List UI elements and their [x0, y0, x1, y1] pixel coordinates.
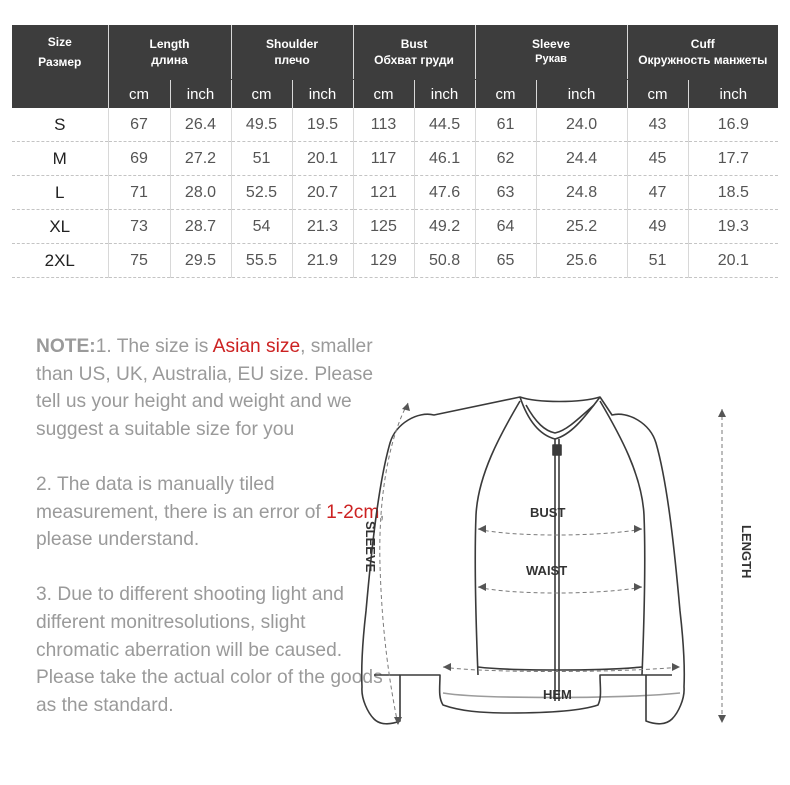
table-cell: 19.5 — [292, 108, 353, 142]
unit-cm: cm — [627, 80, 688, 109]
table-cell: 20.7 — [292, 176, 353, 210]
jacket-diagram — [350, 375, 770, 775]
table-cell: 29.5 — [170, 244, 231, 278]
table-cell: 47.6 — [414, 176, 475, 210]
unit-cm: cm — [231, 80, 292, 109]
table-cell: 117 — [353, 142, 414, 176]
table-cell: 75 — [108, 244, 170, 278]
sleeve-guide — [380, 403, 408, 725]
note-text: 2. The data is manually tiled measurement, there is an error of — [36, 473, 327, 523]
jacket-collar-inner — [526, 405, 594, 433]
table-cell: 26.4 — [170, 108, 231, 142]
unit-inch: inch — [170, 80, 231, 109]
hem-label: HEM — [543, 687, 572, 702]
cuff-header-ru: Окружность манжеты — [627, 53, 778, 80]
table-cell: 27.2 — [170, 142, 231, 176]
table-cell: 50.8 — [414, 244, 475, 278]
unit-cm: cm — [353, 80, 414, 109]
size-header-ru: Размер — [38, 55, 82, 70]
table-row — [12, 244, 778, 278]
waist-arrow-left — [478, 583, 486, 591]
table-cell: 49.5 — [231, 108, 292, 142]
bust-header: Bust — [353, 25, 475, 53]
table-cell: 24.0 — [536, 108, 627, 142]
table-cell: 28.7 — [170, 210, 231, 244]
table-cell: 52.5 — [231, 176, 292, 210]
jacket-collar — [520, 397, 600, 439]
table-cell: 63 — [475, 176, 536, 210]
table-row — [12, 108, 778, 142]
table-cell: 49 — [627, 210, 688, 244]
length-arrow-bottom — [718, 715, 726, 723]
sleeve-header-ru: Рукав — [475, 53, 627, 80]
table-cell: 25.6 — [536, 244, 627, 278]
note-text: , please understand. — [36, 501, 385, 551]
right-raglan-seam — [600, 401, 645, 675]
table-cell: 54 — [231, 210, 292, 244]
note-highlight: 1-2cm — [326, 501, 380, 523]
table-row — [12, 210, 778, 244]
unit-cm: cm — [108, 80, 170, 109]
table-body — [12, 108, 778, 278]
table-cell: 21.9 — [292, 244, 353, 278]
length-header: Length — [108, 25, 231, 53]
table-cell: 113 — [353, 108, 414, 142]
hem-band-top — [478, 667, 642, 670]
size-cell: M — [12, 142, 108, 176]
jacket-body — [362, 397, 685, 724]
note-highlight: Asian size — [212, 336, 301, 357]
shoulder-header: Shoulder — [231, 25, 353, 53]
size-header-en: Size — [47, 35, 72, 50]
table-cell: 61 — [475, 108, 536, 142]
zipper-pull — [553, 445, 561, 455]
length-arrow-top — [718, 409, 726, 417]
note-paragraph-2 — [36, 471, 386, 554]
sleeve-label: SLEEVE — [363, 521, 378, 573]
shoulder-header-ru: плечо — [231, 53, 353, 80]
table-cell: 19.3 — [688, 210, 778, 244]
table-cell: 73 — [108, 210, 170, 244]
table-cell: 51 — [627, 244, 688, 278]
table-cell: 64 — [475, 210, 536, 244]
hem-arrow-left — [443, 663, 451, 671]
table-cell: 71 — [108, 176, 170, 210]
sleeve-header: Sleeve — [475, 25, 627, 53]
note-paragraph-3: 3. Due to different shooting light and different monitresolutions, slight chromatic aberration will be caused. Please take the actual color of the goods as the standard. — [36, 584, 383, 716]
size-cell: XL — [12, 210, 108, 244]
unit-cm: cm — [475, 80, 536, 109]
length-header-ru: длина — [108, 53, 231, 80]
table-cell: 45 — [627, 142, 688, 176]
table-cell: 18.5 — [688, 176, 778, 210]
bust-header-ru: Обхват груди — [353, 53, 475, 80]
note-text: 1. The size is — [95, 336, 213, 357]
table-cell: 28.0 — [170, 176, 231, 210]
length-label: LENGTH — [739, 525, 754, 579]
bust-arrow-left — [478, 525, 486, 533]
note-paragraph-1 — [36, 333, 386, 443]
table-cell: 24.4 — [536, 142, 627, 176]
table-cell: 21.3 — [292, 210, 353, 244]
cuff-header: Cuff — [627, 25, 778, 53]
table-cell: 43 — [627, 108, 688, 142]
bust-arrow-right — [634, 525, 642, 533]
table-cell: 129 — [353, 244, 414, 278]
size-cell: 2XL — [12, 244, 108, 278]
left-raglan-seam — [475, 401, 520, 675]
hem-arrow-right — [672, 663, 680, 671]
bust-guide — [478, 529, 642, 535]
size-header — [12, 25, 108, 80]
bust-label: BUST — [530, 505, 566, 520]
waist-guide — [478, 587, 642, 593]
table-row — [12, 176, 778, 210]
table-cell: 46.1 — [414, 142, 475, 176]
note-text: , smaller than US, UK, Australia, EU size. Please tell us your height and weight and we suggest a suitable size for you — [36, 336, 373, 440]
table-cell: 16.9 — [688, 108, 778, 142]
table-cell: 20.1 — [292, 142, 353, 176]
table-cell: 69 — [108, 142, 170, 176]
sleeve-arrow-top — [402, 403, 410, 411]
table-cell: 20.1 — [688, 244, 778, 278]
table-cell: 47 — [627, 176, 688, 210]
table-header — [12, 25, 778, 108]
unit-inch: inch — [414, 80, 475, 109]
table-cell: 49.2 — [414, 210, 475, 244]
unit-inch: inch — [292, 80, 353, 109]
table-cell: 65 — [475, 244, 536, 278]
table-cell: 62 — [475, 142, 536, 176]
unit-inch: inch — [688, 80, 778, 109]
size-note — [36, 333, 386, 747]
note-label: NOTE: — [36, 336, 96, 357]
table-cell: 55.5 — [231, 244, 292, 278]
table-cell: 24.8 — [536, 176, 627, 210]
table-cell: 67 — [108, 108, 170, 142]
unit-inch: inch — [536, 80, 627, 109]
waist-label: WAIST — [526, 563, 568, 578]
size-table — [12, 25, 778, 278]
table-cell: 121 — [353, 176, 414, 210]
table-row — [12, 142, 778, 176]
table-cell: 25.2 — [536, 210, 627, 244]
table-cell: 17.7 — [688, 142, 778, 176]
size-cell: L — [12, 176, 108, 210]
jacket-outline — [362, 397, 685, 724]
table-cell: 125 — [353, 210, 414, 244]
table-cell: 44.5 — [414, 108, 475, 142]
unit-spacer — [12, 80, 108, 109]
waist-arrow-right — [634, 583, 642, 591]
size-cell: S — [12, 108, 108, 142]
table-cell: 51 — [231, 142, 292, 176]
